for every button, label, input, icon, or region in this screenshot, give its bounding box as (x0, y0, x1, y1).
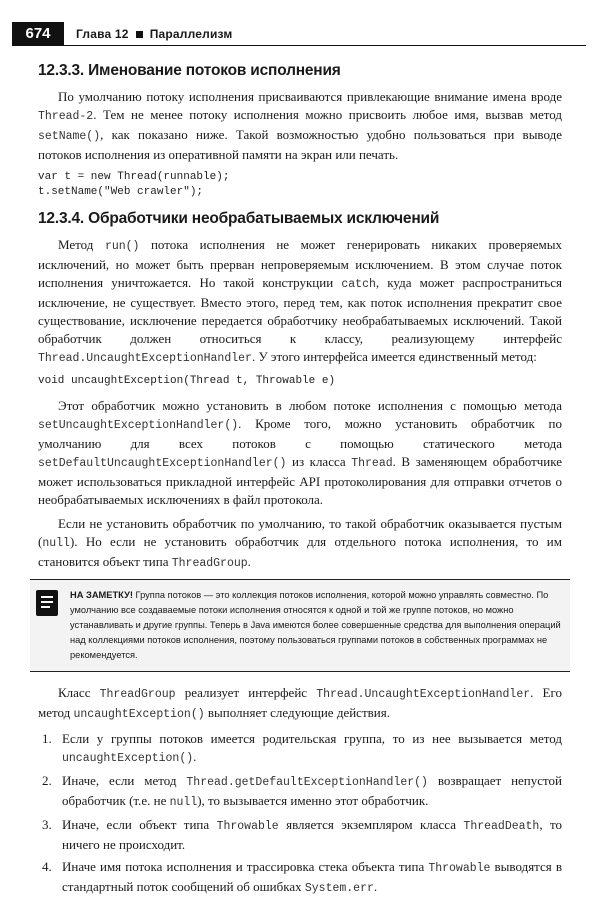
text: ). Но если не установить обработчик для отдельного потока исполнения, то им становится объект типа (38, 534, 562, 569)
paragraph (38, 88, 562, 164)
text: . (193, 749, 197, 764)
text: возвращает непустой обработчик (т.е. не (62, 773, 562, 808)
inline-code: Thread (351, 457, 393, 470)
note-label: НА ЗАМЕТКУ! (70, 590, 133, 600)
text: Иначе, если объект типа (62, 817, 217, 832)
paragraph (38, 236, 562, 368)
paragraph (38, 397, 562, 509)
inline-code: null (42, 537, 70, 550)
text: . (373, 879, 378, 894)
list-item (38, 858, 562, 898)
text: . Тем не менее потоку исполнения можно присвоить любое имя, вызвав метод (93, 107, 562, 122)
text: . Кроме того, можно установить обработчик по умолчанию для всех потоков с помощью статического метода (38, 416, 562, 451)
text: реализует интерфейс (175, 685, 317, 700)
page-content (38, 52, 562, 902)
inline-code: Throwable (428, 862, 491, 875)
list-number: 3. (42, 817, 52, 832)
inline-code: System.err (304, 882, 374, 895)
inline-code: setDefaultUncaughtExceptionHandler() (38, 457, 287, 470)
list-number: 1. (42, 731, 52, 746)
inline-code: uncaughtException() (73, 708, 205, 721)
text: выводятся в стандартный поток сообщений об ошибках (62, 859, 562, 894)
text: . В заменяющем обработчике может использоваться прикладной интерфейс API протоколирования для отправки отчетов о необрабатываемых исключениях в файл протокола. (38, 454, 563, 507)
list-item (38, 816, 562, 854)
text: потока исполнения не может генерировать никаких проверяемых исключений, но может быть прерван непроверяемым исключением. В этом случае поток исполнения уничтожается. Но такой конструкции (38, 237, 562, 290)
inline-code: Thread.UncaughtExceptionHandler (316, 688, 531, 701)
inline-code: ThreadGroup (171, 557, 248, 570)
text: , как показано ниже. Такой возможностью удобно пользоваться при выводе потоков исполнения из оперативной памяти на экран или печать. (38, 127, 562, 162)
inline-code: ThreadGroup (99, 688, 176, 701)
note-icon (36, 590, 58, 616)
chapter-title: Параллелизм (149, 27, 233, 41)
text: Иначе имя потока исполнения и трассировка стека объекта типа (62, 859, 429, 874)
text: Если у группы потоков имеется родительская группа, то из нее вызывается метод (62, 731, 562, 746)
paragraph (38, 515, 562, 573)
text: выполняет следующие действия. (204, 705, 390, 720)
text: , то ничего не происходит. (62, 817, 563, 852)
section-heading-naming-threads: 12.3.3. Именование потоков исполнения (38, 62, 341, 79)
code-block: var t = new Thread(runnable); t.setName("Web crawler"); (38, 171, 230, 198)
note-text: Группа потоков — это коллекция потоков исполнения, которой можно управлять совместно. По умолчанию все создаваемые потоки исполнения относятся к одной и той же группе потоков, но можно устанавливать и другие группы. Теперь в Java имеются более совершенные средства для выполнения операций над коллекциями потоков исполнения, поэтому пользоваться группами потоков в собственных программах не рекомендуется. (70, 590, 561, 660)
chapter-label: Глава 12 (76, 27, 129, 41)
inline-code: ThreadDeath (463, 820, 540, 833)
text: Этот обработчик можно установить в любом потоке исполнения с помощью метода (58, 398, 562, 413)
inline-code: catch (341, 278, 376, 291)
text: Класс (58, 685, 100, 700)
numbered-list (38, 730, 562, 898)
text: Метод (58, 237, 105, 252)
inline-code: setName() (38, 130, 101, 143)
inline-code: null (169, 796, 198, 809)
chapter-heading (76, 25, 233, 43)
note-box (30, 579, 570, 672)
text: из класса (286, 454, 352, 469)
square-bullet-icon (136, 31, 143, 38)
code-block: void uncaughtException(Thread t, Throwable e) (38, 375, 336, 387)
list-item (38, 730, 562, 768)
text: ), то вызывается именно этот обработчик. (197, 793, 429, 808)
inline-code: uncaughtException() (62, 752, 194, 765)
list-number: 2. (42, 773, 52, 788)
inline-code: setUncaughtExceptionHandler() (38, 419, 239, 432)
running-header (12, 22, 586, 46)
paragraph (38, 684, 562, 724)
text: . Его метод (38, 685, 562, 720)
text: . У этого интерфейса имеется единственный метод: (251, 349, 537, 364)
page-number: 674 (12, 22, 64, 46)
text: . (247, 554, 251, 569)
section-heading-uncaught-handlers: 12.3.4. Обработчики необрабатываемых исключений (38, 210, 440, 227)
list-number: 4. (42, 859, 52, 874)
inline-code: Throwable (216, 820, 279, 833)
inline-code: run() (104, 240, 140, 253)
text: является экземпляром класса (278, 817, 464, 832)
list-item (38, 772, 562, 812)
header-rule (64, 45, 586, 46)
text: Если не установить обработчик по умолчанию, то такой обработчик оказывается пустым ( (38, 516, 562, 549)
inline-code: Thread.UncaughtExceptionHandler (38, 352, 252, 365)
text: Иначе, если метод (62, 773, 187, 788)
text: , куда может распространиться исключение, не существует. Вместо этого, перед тем, как поток исполнения прекратит свое существование, исключение передается обработчику необрабатываемых исключений. Такой обработчик должен относиться к классу, реализующему интерфейс (38, 275, 562, 346)
text: По умолчанию потоку исполнения присваиваются привлекающие внимание имена вроде (58, 89, 562, 104)
inline-code: Thread-2 (38, 110, 94, 123)
inline-code: Thread.getDefaultExceptionHandler() (186, 776, 428, 789)
